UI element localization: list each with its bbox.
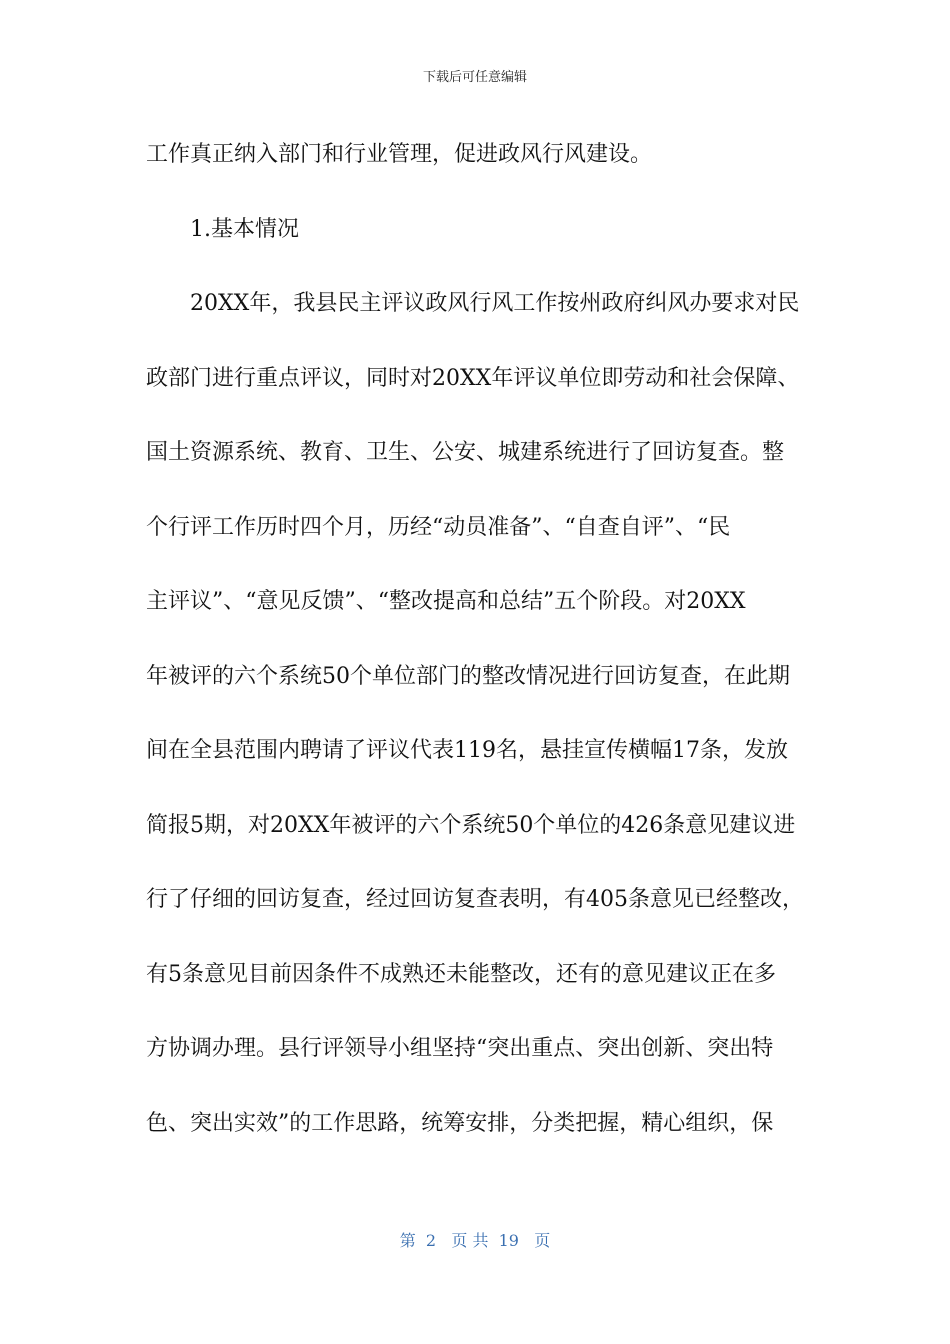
body-line: 年被评的六个系统50个单位部门的整改情况进行回访复查，在此期 bbox=[146, 663, 790, 689]
body-line: 政部门进行重点评议，同时对20XX年评议单位即劳动和社会保障、 bbox=[146, 365, 800, 391]
body-line: 工作真正纳入部门和行业管理，促进政风行风建设。 bbox=[146, 142, 653, 167]
body-line: 行了仔细的回访复查，经过回访复查表明，有405条意见已经整改， bbox=[146, 887, 804, 912]
page-header-note: 下载后可任意编辑 bbox=[422, 70, 527, 85]
section-heading: 1.基本情况 bbox=[190, 216, 299, 242]
body-line: 主评议”、“意见反馈”、“整改提高和总结”五个阶段。对20XX bbox=[146, 589, 746, 614]
body-line: 间在全县范围内聘请了评议代表119名，悬挂宣传横幅17条，发放 bbox=[146, 738, 788, 763]
body-line: 色、突出实效”的工作思路，统筹安排，分类把握，精心组织，保 bbox=[146, 1110, 774, 1136]
document-body bbox=[146, 118, 806, 1161]
body-line: 20XX年，我县民主评议政风行风工作按州政府纠风办要求对民 bbox=[190, 291, 800, 316]
page-number-footer: 第 2 页 共 19 页 bbox=[399, 1231, 551, 1250]
body-line: 简报5期，对20XX年被评的六个系统50个单位的426条意见建议进 bbox=[146, 812, 796, 838]
body-line: 国土资源系统、教育、卫生、公安、城建系统进行了回访复查。整 bbox=[146, 440, 785, 465]
body-line: 方协调办理。县行评领导小组坚持“突出重点、突出创新、突出特 bbox=[146, 1036, 774, 1061]
body-line: 个行评工作历时四个月，历经“动员准备”、“自查自评”、“民 bbox=[146, 514, 731, 540]
body-line: 有5条意见目前因条件不成熟还未能整改，还有的意见建议正在多 bbox=[146, 961, 776, 987]
